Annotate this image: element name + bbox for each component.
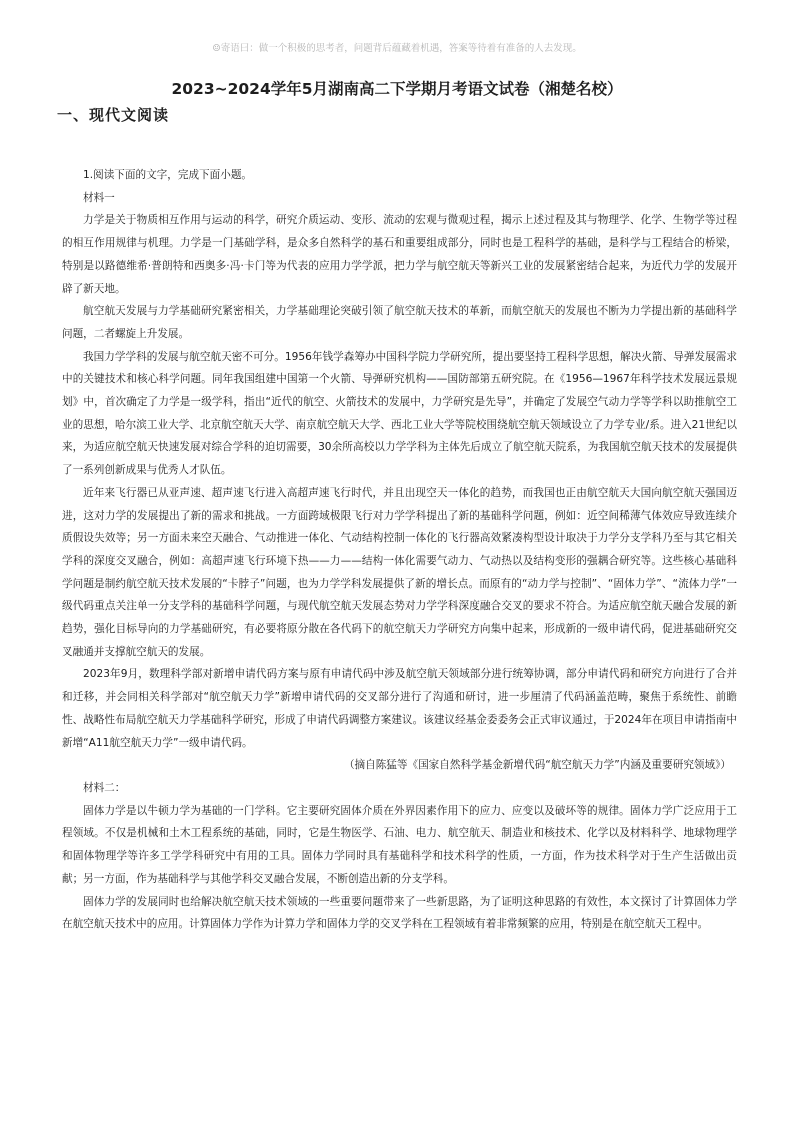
body-paragraph: 2023年9月，数理科学部对新增申请代码方案与原有申请代码中涉及航空航天领域部分进行统筹协调，部分申请代码和研究方向进行了合并和迁移，并会同相关科学部对“航空航天力学”新增申请代码的交叉部分进行了沟通和研讨，进一步厘清了代码涵盖范畴，聚焦于系统性、前瞻性、战略性布局航空航天力学基础科学研究，形成了申请代码调整方案建议。该建议经基金委委务会正式审议通过，于2024年在项目申请指南中新增“A11航空航天力学”一级申请代码。 [62, 668, 737, 749]
document-body [62, 164, 737, 936]
exam-title: 2023~2024学年5月湖南高二下学期月考语文试卷（湘楚名校） [171, 80, 623, 98]
source-citation: （摘自陈猛等《国家自然科学基金新增代码“航空航天力学”内涵及重要研究领域》） [343, 759, 731, 772]
body-paragraph: 固体力学的发展同时也给解决航空航天技术领域的一些重要问题带来了一些新思路，为了证明这种思路的有效性，本文探讨了计算固体力学在航空航天技术中的应用。计算固体力学作为计算力学和固体力学的交叉学科在工程领域有着非常频繁的应用，特别是在航空航天工程中。 [62, 895, 737, 931]
body-paragraph: 航空航天发展与力学基础研究紧密相关，力学基础理论突破引领了航空航天技术的革新，而航空航天的发展也不断为力学提出新的基础科学问题，二者螺旋上升发展。 [62, 305, 737, 340]
material-label: 材料二： [83, 781, 126, 794]
body-paragraph: 我国力学学科的发展与航空航天密不可分。1956年钱学森筹办中国科学院力学研究所，提出要坚持工程科学思想，解决火箭、导弹发展需求中的关键技术和核心科学问题。同年我国组建中国第一个火箭、导弹研究机构——国防部第五研究院。在《1956—1967年科学技术发展远景规划》中，首次确定了力学是一级学科，指出“近代的航空、火箭技术的发展中，力学研究是先导”，并确定了发展空气动力学等学科以助推航空工业的思想，哈尔滨工业大学、北京航空航天大学、南京航空航天大学、西北工业大学等院校围绕航空航天领域设立了力学专业/系。进入21世纪以来，为适应航空航天快速发展对综合学科的迫切需要，30余所高校以力学学科为主体先后成立了航空航天院系，为我国航空航天技术的发展提供了一系列创新成果与优秀人才队伍。 [62, 350, 737, 477]
body-paragraph: 力学是关于物质相互作用与运动的科学，研究介质运动、变形、流动的宏观与微观过程，揭示上述过程及其与物理学、化学、生物学等过程的相互作用规律与机理。力学是一门基础学科，是众多自然科学的基石和重要组成部分，同时也是工程科学的基础，是科学与工程结合的桥梁，特别是以路德维希·普朗特和西奥多·冯·卡门等为代表的应用力学学派，把力学与航空航天等新兴工业的发展紧密结合起来，为近代力学的发展开辟了新天地。 [62, 214, 737, 295]
body-paragraph: 近年来飞行器已从亚声速、超声速飞行进入高超声速飞行时代，并且出现空天一体化的趋势，而我国也正由航空航天大国向航空航天强国迈进，这对力学的发展提出了新的需求和挑战。一方面跨域极限飞行对力学学科提出了新的基础科学问题，例如：近空间稀薄气体效应导致连续介质假设失效等；另一方面未来空天融合、气动推进一体化、气动结构控制一体化的飞行器高效紧凑构型设计取决于力学分支学科乃至与其它相关学科的深度交叉融合，例如：高超声速飞行环境下热——力——结构一体化需要气动力、气动热以及结构变形的强耦合研究等。这些核心基础科学问题是制约航空航天技术发展的“卡脖子”问题，也为力学学科发展提供了新的增长点。而原有的“动力学与控制”、“固体力学”、“流体力学”一级代码重点关注单一分支学科的基础科学问题，与现代航空航天发展态势对力学学科深度融合交叉的要求不符合。为适应航空航天融合发展的新趋势，强化目标导向的力学基础研究，有必要将原分散在各代码下的航空航天力学研究方向集中起来，形成新的一级申请代码，促进基础研究交叉融通并支撑航空航天的发展。 [62, 486, 737, 658]
body-paragraph: 固体力学是以牛顿力学为基础的一门学科。它主要研究固体介质在外界因素作用下的应力、应变以及破坏等的规律。固体力学广泛应用于工程领域。不仅是机械和土木工程系统的基础，同时，它是生物医学、石油、电力、航空航天、制造业和核技术、化学以及材料科学、地球物理学和固体物理学等许多工学学科研究中有用的工具。固体力学同时具有基础科学和技术科学的性质，一方面，作为技术科学对于生产生活做出贡献；另一方面，作为基础科学与其他学科交叉融合发展，不断创造出新的分支学科。 [62, 804, 737, 885]
question-instruction: 1.阅读下面的文字，完成下面小题。 [83, 169, 253, 181]
section-heading: 一、现代文阅读 [57, 106, 170, 124]
header-motto: ☺寄语曰：做一个积极的思考者，问题背后蕴藏着机遇，答案等待着有准备的人去发现。 [212, 43, 582, 54]
material-label: 材料一 [83, 191, 115, 204]
